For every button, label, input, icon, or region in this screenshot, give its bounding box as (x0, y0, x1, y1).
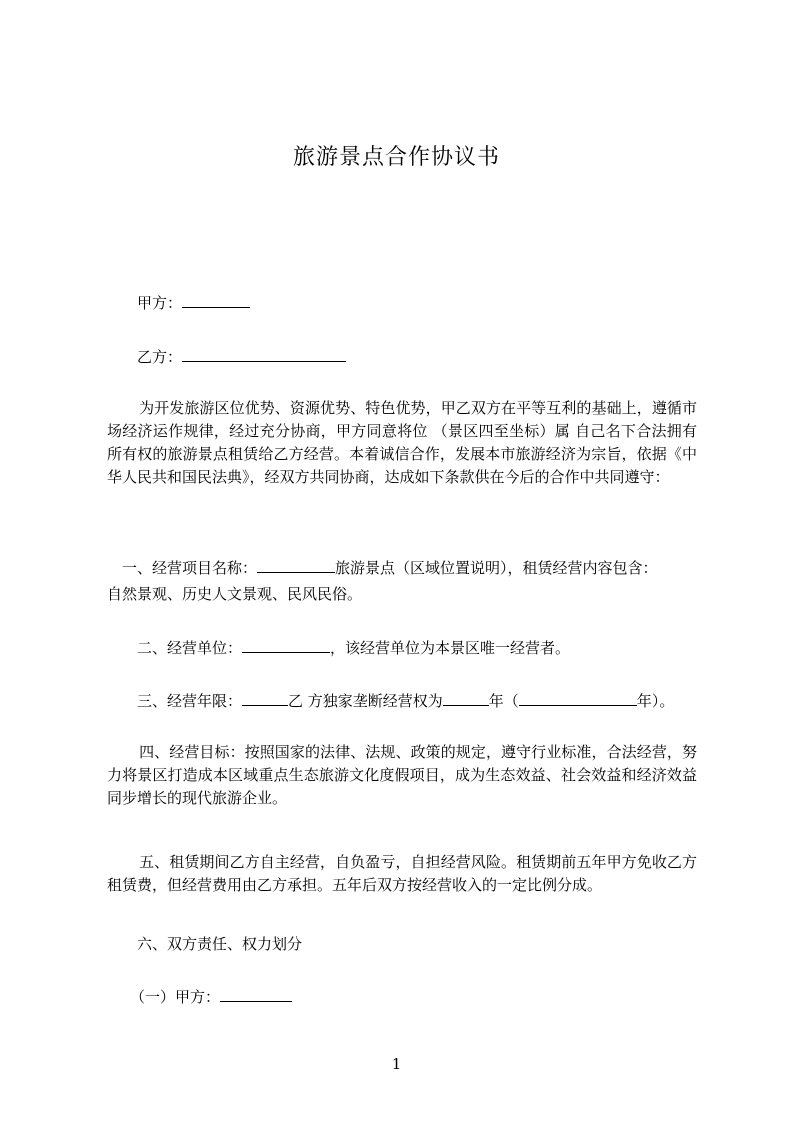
clause-3-blank-2 (443, 691, 489, 706)
intro-paragraph (107, 397, 697, 489)
party-a-label: 甲方： (137, 294, 183, 312)
clause-6-sub-a-label: （一）甲方： (130, 988, 221, 1006)
clause-3-prefix: 三、经营年限： (137, 692, 243, 710)
party-a-blank (182, 293, 250, 308)
clause-1-blank (257, 558, 335, 573)
clause-2-blank (242, 638, 330, 653)
clause-3-mid-2: 年（ (488, 692, 519, 710)
party-b-blank (182, 347, 346, 362)
clause-3 (137, 690, 674, 711)
clause-6-sub-a-blank (220, 987, 292, 1002)
clause-1-suffix: 旅游景点（区域位置说明），租赁经营内容包含： (335, 559, 658, 577)
clause-4 (107, 741, 697, 810)
party-b-label: 乙方： (137, 348, 183, 366)
clause-6: 六、双方责任、权力划分 (137, 935, 303, 953)
clause-3-suffix: 年）。 (636, 692, 675, 710)
clause-2-suffix: ，该经营单位为本景区唯一经营者。 (330, 639, 571, 657)
clause-6-sub-a (130, 986, 292, 1007)
clause-1-line2: 自然景观、历史人文景观、民风民俗。 (107, 585, 363, 603)
clause-3-mid-1: 乙 方独家垄断经营权为 (288, 692, 443, 710)
clause-1-prefix: 一、经营项目名称： (122, 559, 258, 577)
clause-2-prefix: 二、经营单位： (137, 639, 243, 657)
clause-3-blank-3 (519, 691, 637, 706)
party-a-line (137, 292, 250, 313)
page-title: 旅游景点合作协议书 (292, 145, 500, 170)
page-number: 1 (391, 1055, 402, 1073)
intro-text: 为开发旅游区位优势、资源优势、特色优势，甲乙双方在平等互利的基础上，遵循市场经济运作规律，经过充分协商，甲方同意将位 （景区四至坐标）属 自己名下合法拥有所有权的旅游景点租赁给乙方经营。本着诚信合作，发展本市旅游经济为宗旨，依据《中华人民共和国民法典》，经双方共同协商，达成如下条款供在今后的合作中共同遵守： (107, 399, 697, 486)
clause-5-text: 五、租赁期间乙方自主经营，自负盈亏，自担经营风险。租赁期前五年甲方免收乙方租赁费，但经营费用由乙方承担。五年后双方按经营收入的一定比例分成。 (107, 853, 697, 894)
party-b-line (137, 346, 346, 367)
clause-1 (122, 557, 658, 578)
clause-2 (137, 637, 570, 658)
clause-4-text: 四、经营目标：按照国家的法律、法规、政策的规定，遵守行业标准，合法经营，努力将景区打造成本区域重点生态旅游文化度假项目，成为生态效益、社会效益和经济效益同步增长的现代旅游企业。 (107, 743, 697, 807)
clause-3-blank-1 (242, 691, 288, 706)
clause-5 (107, 851, 697, 897)
